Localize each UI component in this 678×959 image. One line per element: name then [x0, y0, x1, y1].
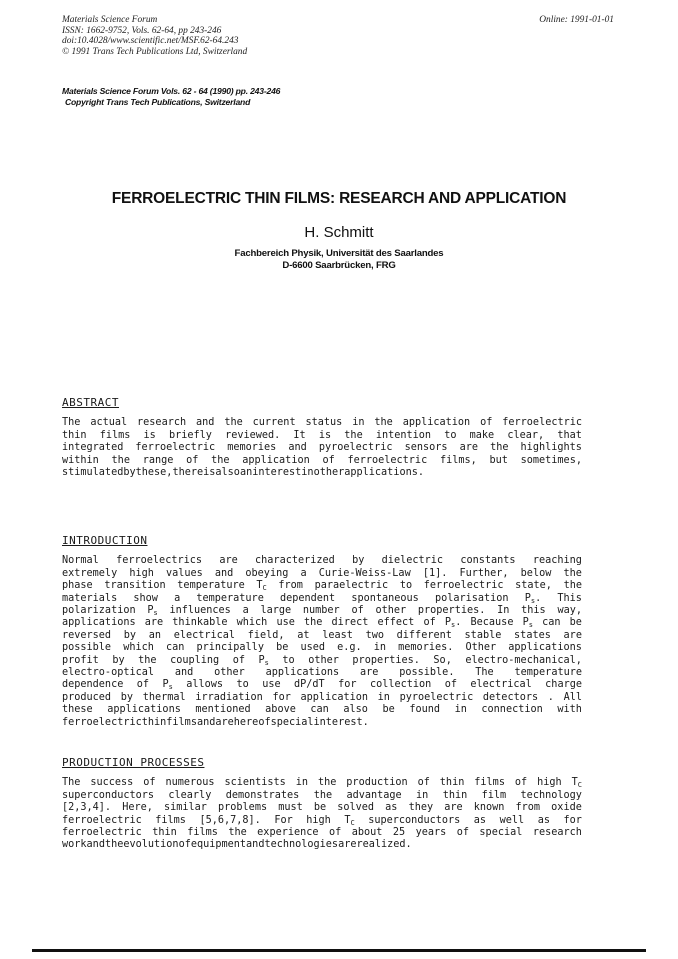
affiliation-address: D-6600 Saarbrücken, FRG — [282, 260, 396, 271]
text-line: within the range of the application of ferroelectric films, but sometimes, — [62, 454, 582, 466]
text-line: reversed by an electrical field, at least two different stable states are — [62, 629, 582, 641]
affiliation — [0, 248, 678, 272]
section-heading: PRODUCTION PROCESSES — [62, 756, 205, 769]
production-section — [62, 757, 582, 852]
text-line: polarization $P_s$ influences a large number of other properties. In this way, — [62, 605, 582, 618]
text-line: stimulated by these, there is also an interest in other applications. — [62, 467, 424, 479]
section-heading: INTRODUCTION — [62, 534, 148, 547]
section-body — [62, 417, 582, 479]
publication-header — [62, 15, 247, 57]
page-bottom-rule — [32, 949, 646, 952]
forum-citation — [62, 86, 280, 108]
forum-citation-line: Materials Science Forum Vols. 62 - 64 (1990) pp. 243-246 — [62, 86, 281, 96]
text-line: applications are thinkable which use the direct effect of $P_s$. Because $P_s$ can be — [62, 617, 582, 630]
author-name: H. Schmitt — [304, 224, 374, 241]
text-line: materials show a temperature dependent spontaneous polarisation $P_s$. This — [62, 592, 582, 605]
text-line: extremely high values and obeying a Curie-Weiss-Law [1]. Further, below the — [62, 567, 582, 579]
text-line: profit by the coupling of $P_s$ to other properties. So, electro-mechanical, — [62, 654, 582, 667]
doi-line[interactable]: doi:10.4028/www.scientific.net/MSF.62-64.243 — [62, 36, 239, 47]
text-line: [2,3,4]. Here, similar problems must be solved as they are known from oxide — [62, 802, 582, 814]
text-line: possible which can principally be used e.g. in memories. Other applications — [62, 642, 582, 654]
text-line: ferroelectric films [5,6,7,8]. For high $T_C$ superconductors as well as for — [62, 814, 582, 827]
text-line: superconductors clearly demonstrates the advantage in thin film technology — [62, 789, 582, 801]
copyright-line: © 1991 Trans Tech Publications Ltd, Switzerland — [62, 46, 248, 57]
forum-copyright-line: Copyright Trans Tech Publications, Switzerland — [65, 97, 251, 107]
text-line: ferroelectric thin films and are here of special interest. — [62, 716, 369, 728]
text-line: electro-optical and other applications are possible. The temperature — [62, 667, 582, 679]
text-line: integrated ferroelectric memories and pyroelectric sensors are the highlights — [62, 442, 582, 454]
abstract-section — [62, 397, 582, 479]
text-line: work and the evolution of equipment and technologies are realized. — [62, 839, 412, 851]
paper-title: FERROELECTRIC THIN FILMS: RESEARCH AND APPLICATION — [111, 190, 567, 207]
issn-line: ISSN: 1662-9752, Vols. 62-64, pp 243-246 — [62, 25, 222, 36]
text-line: The actual research and the current status in the application of ferroelectric — [62, 417, 582, 429]
text-line: these applications mentioned above can also be found in connection with — [62, 704, 582, 716]
journal-name: Materials Science Forum — [62, 15, 158, 25]
section-body — [62, 555, 582, 729]
online-date: Online: 1991-01-01 — [539, 15, 614, 25]
text-line: phase transition temperature $T_C$ from paraelectric to ferroelectric state, the — [62, 580, 582, 593]
text-line: The success of numerous scientists in the production of thin films of high $T_C$ — [62, 777, 582, 790]
section-body — [62, 777, 582, 851]
text-line: ferroelectric thin films the experience of about 25 years of special research — [62, 827, 582, 839]
text-line: thin films is briefly reviewed. It is the intention to make clear, that — [62, 429, 582, 441]
affiliation-line: Fachbereich Physik, Universität des Saarlandes — [234, 248, 444, 259]
text-line: produced by thermal irradiation for application in pyroelectric detectors . All — [62, 691, 582, 703]
introduction-section — [62, 535, 582, 729]
text-line: dependence of $P_s$ allows to use dP/dT for collection of electrical charge — [62, 679, 582, 692]
section-heading: ABSTRACT — [62, 396, 119, 409]
text-line: Normal ferroelectrics are characterized by dielectric constants reaching — [62, 555, 582, 567]
